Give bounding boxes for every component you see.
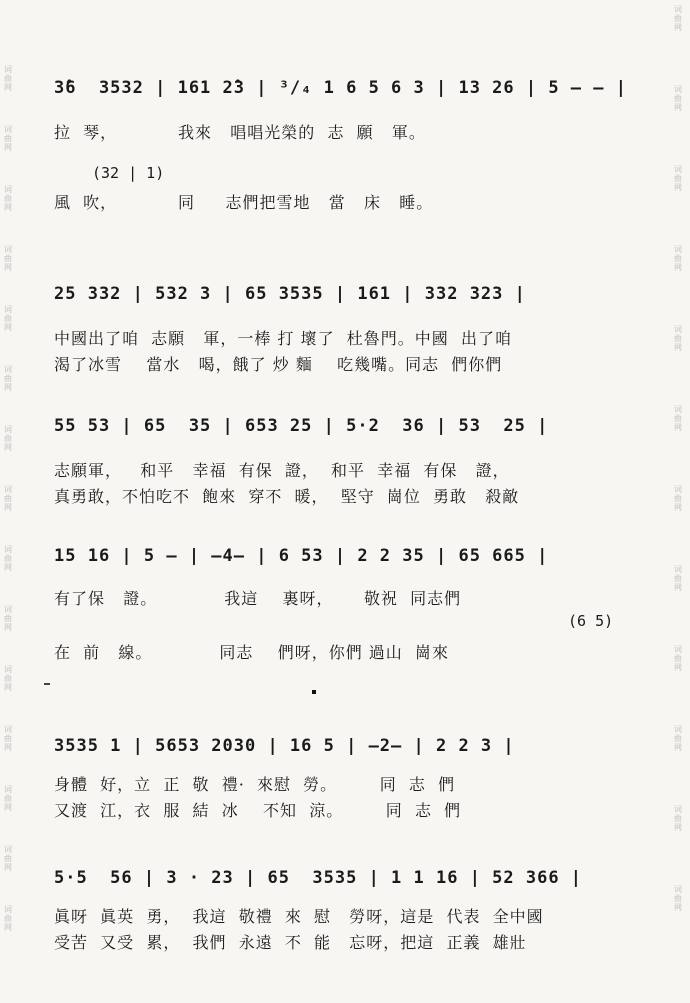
lyric-verse-2: 風 吹， 同 志們把雪地 當 床 睡。 — [54, 193, 434, 212]
notation-line — [40, 278, 650, 320]
lyric-verse-1: 拉 琴， 我來 唱唱光榮的 志 願 軍。 — [54, 123, 426, 142]
watermark: 词曲网 — [674, 165, 682, 192]
watermark: 词曲网 — [674, 405, 682, 432]
watermark: 词曲网 — [674, 5, 682, 32]
watermark: 词曲网 — [674, 725, 682, 752]
watermark: 词曲网 — [4, 185, 12, 212]
lyric-verse-2: 受苦 又受 累， 我們 永遠 不 能 忘呀，把這 正義 雄壯 — [54, 933, 527, 952]
watermark: 词曲网 — [4, 845, 12, 872]
watermark: 词曲网 — [4, 65, 12, 92]
lyric-verse-2: 又渡 江，衣 服 結 冰 不知 涼。 同 志 們 — [54, 801, 462, 820]
watermark: 词曲网 — [4, 605, 12, 632]
watermark: 词曲网 — [4, 245, 12, 272]
lyric-verse-2: 真勇敢，不怕吃不 飽來 穿不 暖， 堅守 崗位 勇敢 殺敵 — [54, 487, 520, 506]
watermark: 词曲网 — [4, 125, 12, 152]
watermark: 词曲网 — [674, 85, 682, 112]
watermark: 词曲网 — [674, 485, 682, 512]
lyric-verse-2: 渴了冰雪 當水 喝，餓了 炒 麵 吃幾嘴。同志 們你們 — [54, 355, 503, 374]
lyric-verse-1: 有了保 證。 我這 裏呀， 敬祝 同志們 — [54, 589, 462, 608]
watermark: 词曲网 — [4, 725, 12, 752]
score-system-1 — [40, 72, 650, 212]
notation-line — [40, 540, 650, 582]
notation-line — [40, 730, 650, 772]
watermark: 词曲网 — [674, 245, 682, 272]
lyric-verse-1: 身體 好，立 正 敬 禮· 來慰 勞。 同 志 們 — [54, 775, 456, 794]
watermark: 词曲网 — [4, 665, 12, 692]
watermark: 词曲网 — [4, 425, 12, 452]
watermark: 词曲网 — [674, 805, 682, 832]
score-system-6 — [40, 862, 650, 952]
print-mark — [44, 683, 50, 685]
lyric-verse-2: 在 前 線。 同志 們呀，你們 過山 崗來 — [54, 643, 449, 662]
watermark-column-left — [2, 0, 18, 1003]
jianpu-notes: 3535 1 | 5653 2030 | 16 5 | —2— | 2 2 3 | — [54, 736, 515, 756]
jianpu-notes: 55 53 | 65 35 | 653 25 | 5·2 36 | 53 25 | — [54, 416, 549, 436]
watermark: 词曲网 — [4, 485, 12, 512]
watermark: 词曲网 — [4, 905, 12, 932]
watermark: 词曲网 — [4, 785, 12, 812]
lyric-verse-1: 中國出了咱 志願 軍，一棒 打 壞了 杜魯門。中國 出了咱 — [54, 329, 512, 348]
watermark: 词曲网 — [4, 545, 12, 572]
jianpu-notes: 3̂6 3532 | 161 2̂3 | ³/₄ 1 6 5 6 3 | 13 26 | 5 — — | — [54, 78, 627, 98]
jianpu-notes: 25 332 | 532 3 | 65 3535 | 161 | 332 323 | — [54, 284, 526, 304]
notation-line — [40, 72, 650, 114]
watermark: 词曲网 — [674, 325, 682, 352]
score-system-5 — [40, 730, 650, 820]
score-system-2 — [40, 278, 650, 374]
notation-line — [40, 410, 650, 452]
watermark-column-right — [672, 0, 688, 1003]
score-system-3 — [40, 410, 650, 506]
lyric-verse-1: 眞呀 眞英 勇， 我這 敬禮 來 慰 勞呀，這是 代表 全中國 — [54, 907, 544, 926]
ornament-notes: (32 | 1) — [92, 164, 165, 182]
jianpu-notes: 5·5 56 | 3 · 23 | 65 3535 | 1 1 16 | 52 366 | — [54, 868, 583, 888]
ornament-notes: (6 5) — [568, 612, 614, 630]
print-mark — [312, 690, 316, 694]
watermark: 词曲网 — [4, 305, 12, 332]
lyric-verse-1: 志願軍， 和平 幸福 有保 證， 和平 幸福 有保 證， — [54, 461, 510, 480]
watermark: 词曲网 — [4, 365, 12, 392]
watermark: 词曲网 — [674, 885, 682, 912]
notation-line — [40, 862, 650, 904]
jianpu-notes: 15 16 | 5 — | —4— | 6 53 | 2 2 35 | 65 665 | — [54, 546, 549, 566]
score-system-4 — [40, 540, 650, 662]
watermark: 词曲网 — [674, 645, 682, 672]
watermark: 词曲网 — [674, 565, 682, 592]
